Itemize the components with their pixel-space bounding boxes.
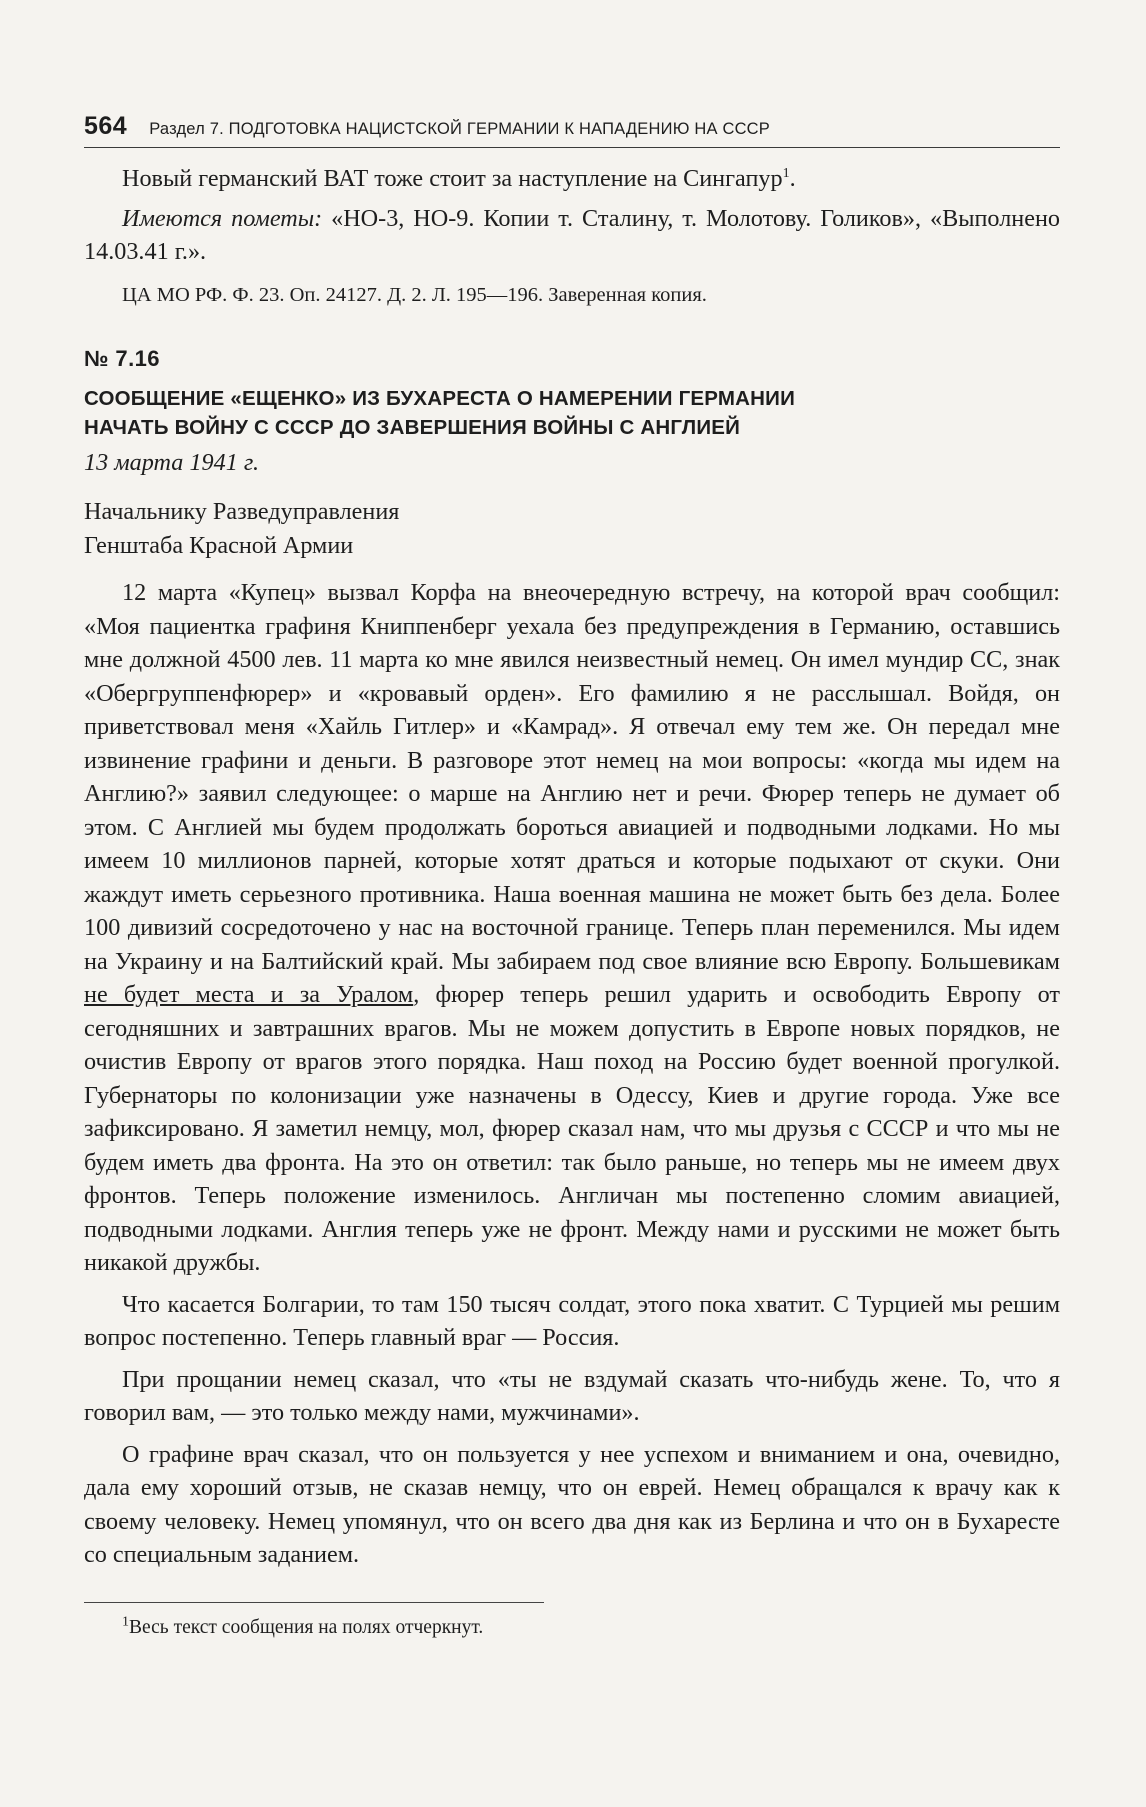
- document-title: [84, 384, 1060, 442]
- section-title: Раздел 7. ПОДГОТОВКА НАЦИСТСКОЙ ГЕРМАНИИ К НАПАДЕНИЮ НА СССР: [149, 120, 771, 138]
- document-number: № 7.16: [84, 346, 160, 371]
- previous-doc-last-line: Новый германский ВАТ тоже стоит за наступление на Сингапур$^1$.: [122, 165, 796, 192]
- previous-doc-notes: [84, 202, 1060, 269]
- archive-reference: ЦА МО РФ. Ф. 23. Оп. 24127. Д. 2. Л. 195—196. Заверенная копия.: [122, 283, 707, 306]
- addressee: [84, 495, 1060, 562]
- footnote-text: Весь текст сообщения на полях отчеркнут.: [129, 1616, 484, 1638]
- addressee-line-2: Генштаба Красной Армии: [84, 531, 354, 559]
- running-head: [84, 112, 1060, 148]
- addressee-line-1: Начальнику Разведуправления: [84, 498, 400, 525]
- notes-text: «НО-3, НО-9. Копии т. Сталину, т. Молотову. Голиков», «Выполнено 14.03.41 г.».: [84, 204, 1060, 265]
- page-number: 564: [84, 112, 128, 140]
- paragraph-1: 12 марта «Купец» вызвал Корфа на внеочередную встречу, на которой врач сообщил: «Моя пациентка графиня Книппенберг уехала без предупреждения в Германию, оставшись мне должной 4500 лев. 11 марта ко мне явился неизвестный немец. Он имел мундир СС, знак «Обергруппенфюрер» и «кровавый орден». Его фамилию я не расслышал. Войдя, он приветствовал меня «Хайль Гитлер» и «Камрад». Я отвечал ему тем же. Он передал мне извинение графини и деньги. В разговоре этот немец на мои вопросы: «когда мы идем на Англию?» заявил следующее: о марше на Англию нет и речи. Фюрер теперь не думает об этом. С Англией мы будем продолжать бороться авиацией и подводными лодками. Но мы имеем 10 миллионов парней, которые хотят драться и которые подыхают от скуки. Они жаждут иметь серьезного противника. Наша военная машина не может быть без дела. Более 100 дивизий сосредоточено у нас на восточной границе. Теперь план переменился. Мы идем на Украину и на Балтийский край. Мы забираем под свое влияние всю Европу. Большевикам не будет места и за Уралом, фюрер теперь решил ударить и освободить Европу от сегодняшних и завтрашних врагов. Мы не можем допустить в Европе новых порядков, не очистив Европу от врагов этого порядка. Наш поход на Россию будет военной прогулкой. Губернаторы по колонизации уже назначены в Одессу, Киев и другие города. Уже все зафиксировано. Я заметил немцу, мол, фюрер сказал нам, что мы друзья с СССР и что мы не будем иметь два фронта. На это он ответил: так было раньше, но теперь мы не имеем двух фронтов. Теперь положение изменилось. Англичан мы постепенно сломим авиацией, подводными лодками. Англия теперь уже не фронт. Между нами и русскими не может быть никакой дружбы.: [84, 579, 1060, 1276]
- footnote-reference: 1: [782, 165, 790, 181]
- footnote-mark: 1: [122, 1614, 129, 1629]
- document-date: 13 марта 1941 г.: [84, 448, 260, 476]
- footnote-divider: [84, 1602, 544, 1603]
- underlined-phrase: не будет места и за Уралом: [84, 981, 414, 1008]
- paragraph-2: Что касается Болгарии, то там 150 тысяч солдат, этого пока хватит. С Турцией мы решим вопрос постепенно. Теперь главный враг — Россия.: [84, 1290, 1060, 1351]
- document-title-line-2: НАЧАТЬ ВОЙНУ С СССР ДО ЗАВЕРШЕНИЯ ВОЙНЫ С АНГЛИЕЙ: [84, 415, 741, 439]
- page-content: [84, 162, 1060, 1644]
- paragraph-3: При прощании немец сказал, что «ты не вздумай сказать что-нибудь жене. То, что я говорил вам, — это только между нами, мужчинами».: [84, 1365, 1060, 1426]
- book-page: [84, 112, 1060, 1644]
- footnote: [84, 1611, 1060, 1645]
- paragraph-4: О графине врач сказал, что он пользуется у нее успехом и вниманием и она, очевидно, дала ему хороший отзыв, не сказав немцу, что он еврей. Немец обращался к врачу как к своему человеку. Немец упомянул, что он всего два дня как из Берлина и что он в Бухаресте со специальным заданием.: [84, 1440, 1060, 1568]
- document-title-line-1: СООБЩЕНИЕ «ЕЩЕНКО» ИЗ БУХАРЕСТА О НАМЕРЕНИИ ГЕРМАНИИ: [84, 386, 796, 410]
- notes-label: Имеются пометы:: [122, 204, 323, 232]
